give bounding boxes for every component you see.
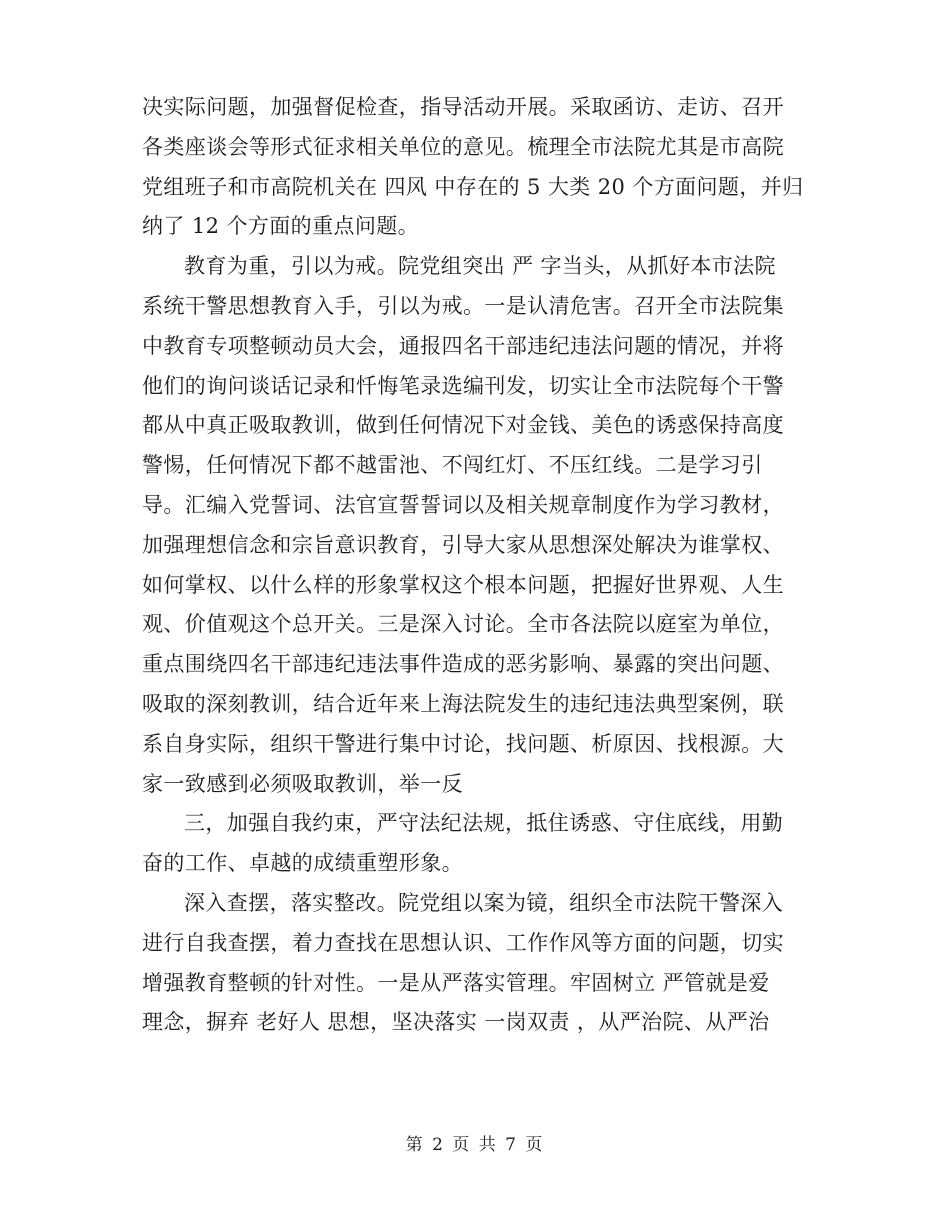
text-line: 增强教育整顿的针对性。一是从严落实管理。牢固树立 严管就是爱 — [142, 970, 770, 995]
text-line: 他们的询问谈话记录和忏悔笔录选编刊发，切实让全市法院每个干警 — [142, 373, 784, 398]
text-line: 教育为重，引以为戒。院党组突出 严 字当头，从抓好本市法院 — [184, 254, 776, 279]
text-line: 观、价值观这个总开关。三是深入讨论。全市各法院以庭室为单位， — [142, 612, 784, 637]
text-line: 都从中真正吸取教训，做到任何情况下对金钱、美色的诱惑保持高度 — [142, 413, 784, 438]
text-line: 深入查摆，落实整改。院党组以案为镜，组织全市法院干警深入 — [184, 890, 784, 915]
text-line: 决实际问题，加强督促检查，指导活动开展。采取函访、走访、召开 — [142, 95, 784, 119]
text-line: 各类座谈会等形式征求相关单位的意见。梳理全市法院尤其是市高院 — [142, 134, 784, 159]
text-line: 加强理想信念和宗旨意识教育，引导大家从思想深处解决为谁掌权、 — [142, 532, 784, 557]
text-line: 纳了 12 个方面的重点问题。 — [142, 214, 420, 239]
text-line: 理念，摒弃 老好人 思想，坚决落实 一岗双责 ，从严治院、从严治 — [142, 1010, 770, 1035]
text-line: 家一致感到必须吸取教训，举一反 — [142, 771, 463, 796]
text-line: 吸取的深刻教训，结合近年来上海法院发生的违纪违法典型案例，联 — [142, 691, 784, 716]
page-footer: 第 2 页 共 7 页 — [405, 1135, 545, 1155]
text-line: 三，加强自我约束，严守法纪法规，抵住诱惑、守住底线，用勤 — [184, 811, 784, 836]
text-line: 党组班子和市高院机关在 四风 中存在的 5 大类 20 个方面问题，并归 — [142, 174, 804, 199]
text-line: 重点围绕四名干部违纪违法事件造成的恶劣影响、暴露的突出问题、 — [142, 652, 784, 677]
text-line: 如何掌权、以什么样的形象掌权这个根本问题，把握好世界观、人生 — [142, 572, 784, 597]
text-line: 系统干警思想教育入手，引以为戒。一是认清危害。召开全市法院集 — [142, 293, 784, 318]
text-line: 警惕，任何情况下都不越雷池、不闯红灯、不压红线。二是学习引 — [142, 453, 763, 478]
text-line: 导。汇编入党誓词、法官宣誓誓词以及相关规章制度作为学习教材， — [142, 492, 784, 517]
text-line: 系自身实际，组织干警进行集中讨论，找问题、析原因、找根源。大 — [142, 731, 784, 756]
text-line: 进行自我查摆，着力查找在思想认识、工作作风等方面的问题，切实 — [142, 930, 784, 955]
text-line: 中教育专项整顿动员大会，通报四名干部违纪违法问题的情况，并将 — [142, 333, 784, 358]
text-line: 奋的工作、卓越的成绩重塑形象。 — [142, 851, 463, 876]
document-body — [142, 88, 802, 1043]
